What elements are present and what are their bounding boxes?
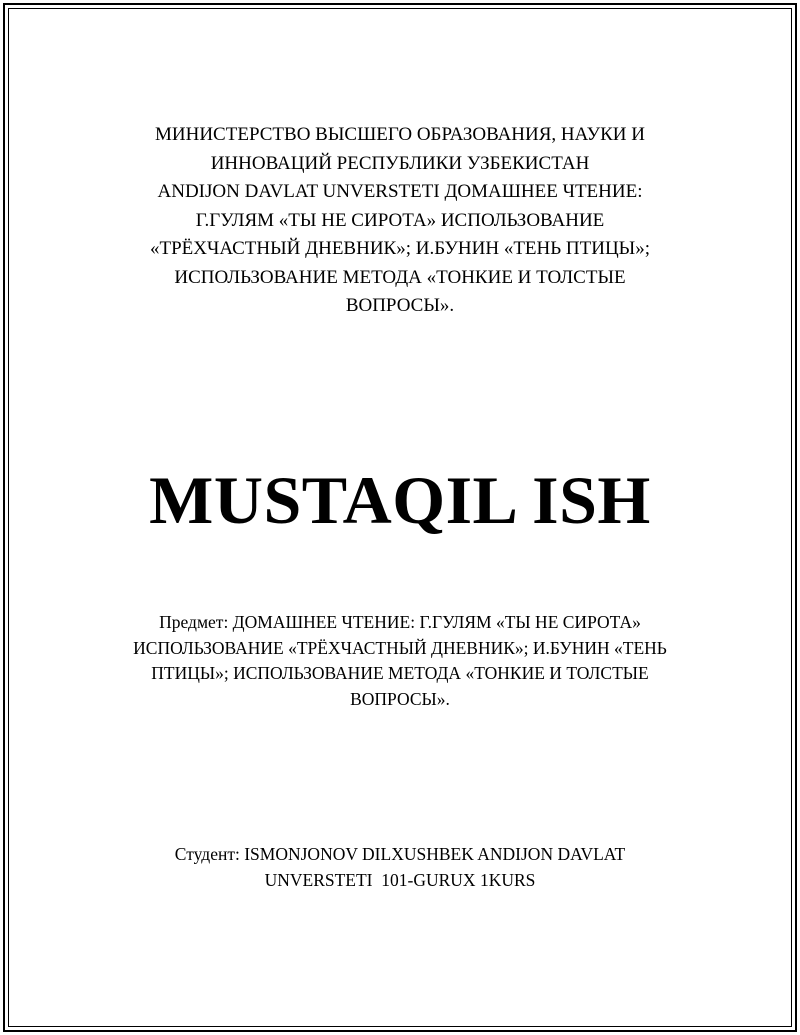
ministry-header bbox=[0, 121, 800, 321]
student-block bbox=[0, 842, 800, 893]
subject-line: Предмет: ДОМАШНЕЕ ЧТЕНИЕ: Г.ГУЛЯМ «ТЫ НЕ СИРОТА» bbox=[159, 612, 641, 632]
student-line: Студент: ISMONJONOV DILXUSHBEK ANDIJON DAVLAT bbox=[174, 844, 626, 864]
subject-line: ПТИЦЫ»; ИСПОЛЬЗОВАНИЕ МЕТОДА «ТОНКИЕ И ТОЛСТЫЕ bbox=[151, 663, 649, 683]
subject-line: ИСПОЛЬЗОВАНИЕ «ТРЁХЧАСТНЫЙ ДНЕВНИК»; И.БУНИН «ТЕНЬ bbox=[133, 637, 667, 658]
student-line: UNVERSTETI 101-GURUX 1KURS bbox=[264, 869, 536, 890]
header-line: ИСПОЛЬЗОВАНИЕ МЕТОДА «ТОНКИЕ И ТОЛСТЫЕ bbox=[174, 266, 626, 288]
header-line: МИНИСТЕРСТВО ВЫСШЕГО ОБРАЗОВАНИЯ, НАУКИ И bbox=[155, 124, 645, 145]
header-line: ANDIJON DAVLAT UNVERSTETI ДОМАШНЕЕ ЧТЕНИЕ: bbox=[157, 181, 643, 202]
subject-block bbox=[0, 610, 800, 712]
subject-line: ВОПРОСЫ». bbox=[350, 688, 450, 709]
header-line: ВОПРОСЫ». bbox=[345, 295, 455, 316]
header-line: «ТРЁХЧАСТНЫЙ ДНЕВНИК»; И.БУНИН «ТЕНЬ ПТИЦЫ»; bbox=[149, 238, 651, 259]
header-line: Г.ГУЛЯМ «ТЫ НЕ СИРОТА» ИСПОЛЬЗОВАНИЕ bbox=[195, 209, 605, 231]
header-line: ИННОВАЦИЙ РЕСПУБЛИКИ УЗБЕКИСТАН bbox=[210, 152, 590, 174]
document-title: MUSTAQIL ISH bbox=[149, 462, 651, 538]
